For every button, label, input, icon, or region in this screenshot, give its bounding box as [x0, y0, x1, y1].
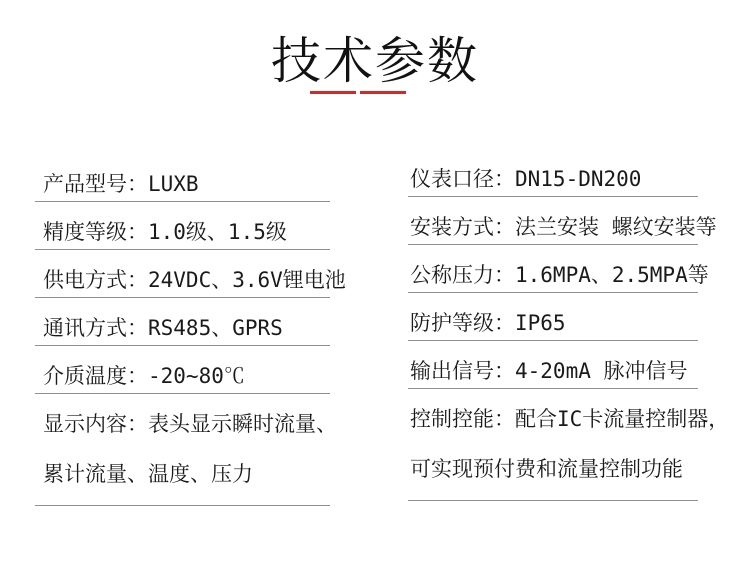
spec-label: 防护等级：	[410, 311, 515, 335]
spec-row-medium-temperature	[35, 361, 330, 394]
spec-text	[410, 406, 730, 432]
spec-row-control-function	[408, 404, 730, 501]
spec-text	[43, 267, 346, 293]
spec-row-installation	[408, 212, 717, 245]
spec-row-accuracy-class	[35, 217, 330, 250]
spec-value: 1.0级、1.5级	[148, 220, 287, 244]
spec-value: 4-20mA 脉冲信号	[515, 359, 688, 383]
spec-label: 控制控能：	[410, 407, 515, 431]
spec-value: 法兰安装 螺纹安装等	[515, 215, 717, 239]
spec-value: 配合IC卡流量控制器，	[515, 407, 730, 431]
spec-value: 24VDC、3.6V锂电池	[148, 268, 346, 292]
red-underline-segment-right	[360, 91, 406, 94]
spec-text	[43, 363, 330, 389]
spec-row-nominal-pressure	[408, 260, 709, 293]
spec-column-left	[35, 169, 346, 521]
spec-label: 精度等级：	[43, 220, 148, 244]
spec-value: 1.6MPA、2.5MPA等	[515, 263, 709, 287]
spec-label: 仪表口径：	[410, 167, 515, 191]
spec-text	[43, 219, 330, 245]
spec-text	[43, 411, 337, 437]
spec-row-meter-diameter	[408, 164, 698, 197]
spec-row-power-supply	[35, 265, 346, 298]
spec-row-protection-rating	[408, 308, 698, 341]
spec-value: 表头显示瞬时流量、	[148, 412, 337, 436]
spec-row-output-signal	[408, 356, 698, 389]
spec-value: DN15-DN200	[515, 167, 642, 191]
spec-value: RS485、GPRS	[148, 316, 283, 340]
spec-text	[410, 358, 698, 384]
spec-column-right	[408, 164, 730, 516]
spec-label: 输出信号：	[410, 359, 515, 383]
spec-label: 介质温度：	[43, 364, 148, 388]
spec-value: LUXB	[148, 172, 199, 196]
spec-text	[410, 262, 709, 288]
spec-label: 通讯方式：	[43, 316, 148, 340]
spec-label: 公称压力：	[410, 263, 515, 287]
spec-label: 显示内容：	[43, 412, 148, 436]
spec-label: 产品型号：	[43, 172, 148, 196]
spec-text	[43, 171, 330, 197]
spec-label: 供电方式：	[43, 268, 148, 292]
spec-text	[410, 310, 698, 336]
red-underline-segment-left	[310, 91, 356, 94]
page-title: 技术参数	[271, 32, 479, 90]
spec-row-communication	[35, 313, 330, 346]
title-accent-underline	[310, 91, 406, 94]
spec-value: IP65	[515, 311, 566, 335]
spec-row-product-model	[35, 169, 330, 202]
spec-row-display-content	[35, 409, 337, 506]
spec-text-line2: 可实现预付费和流量控制功能	[410, 457, 683, 481]
spec-text	[43, 315, 330, 341]
spec-text	[410, 166, 698, 192]
spec-value: -20~80℃	[148, 364, 245, 388]
spec-text	[410, 214, 717, 240]
spec-text-line2: 累计流量、温度、压力	[43, 462, 253, 486]
spec-label: 安装方式：	[410, 215, 515, 239]
